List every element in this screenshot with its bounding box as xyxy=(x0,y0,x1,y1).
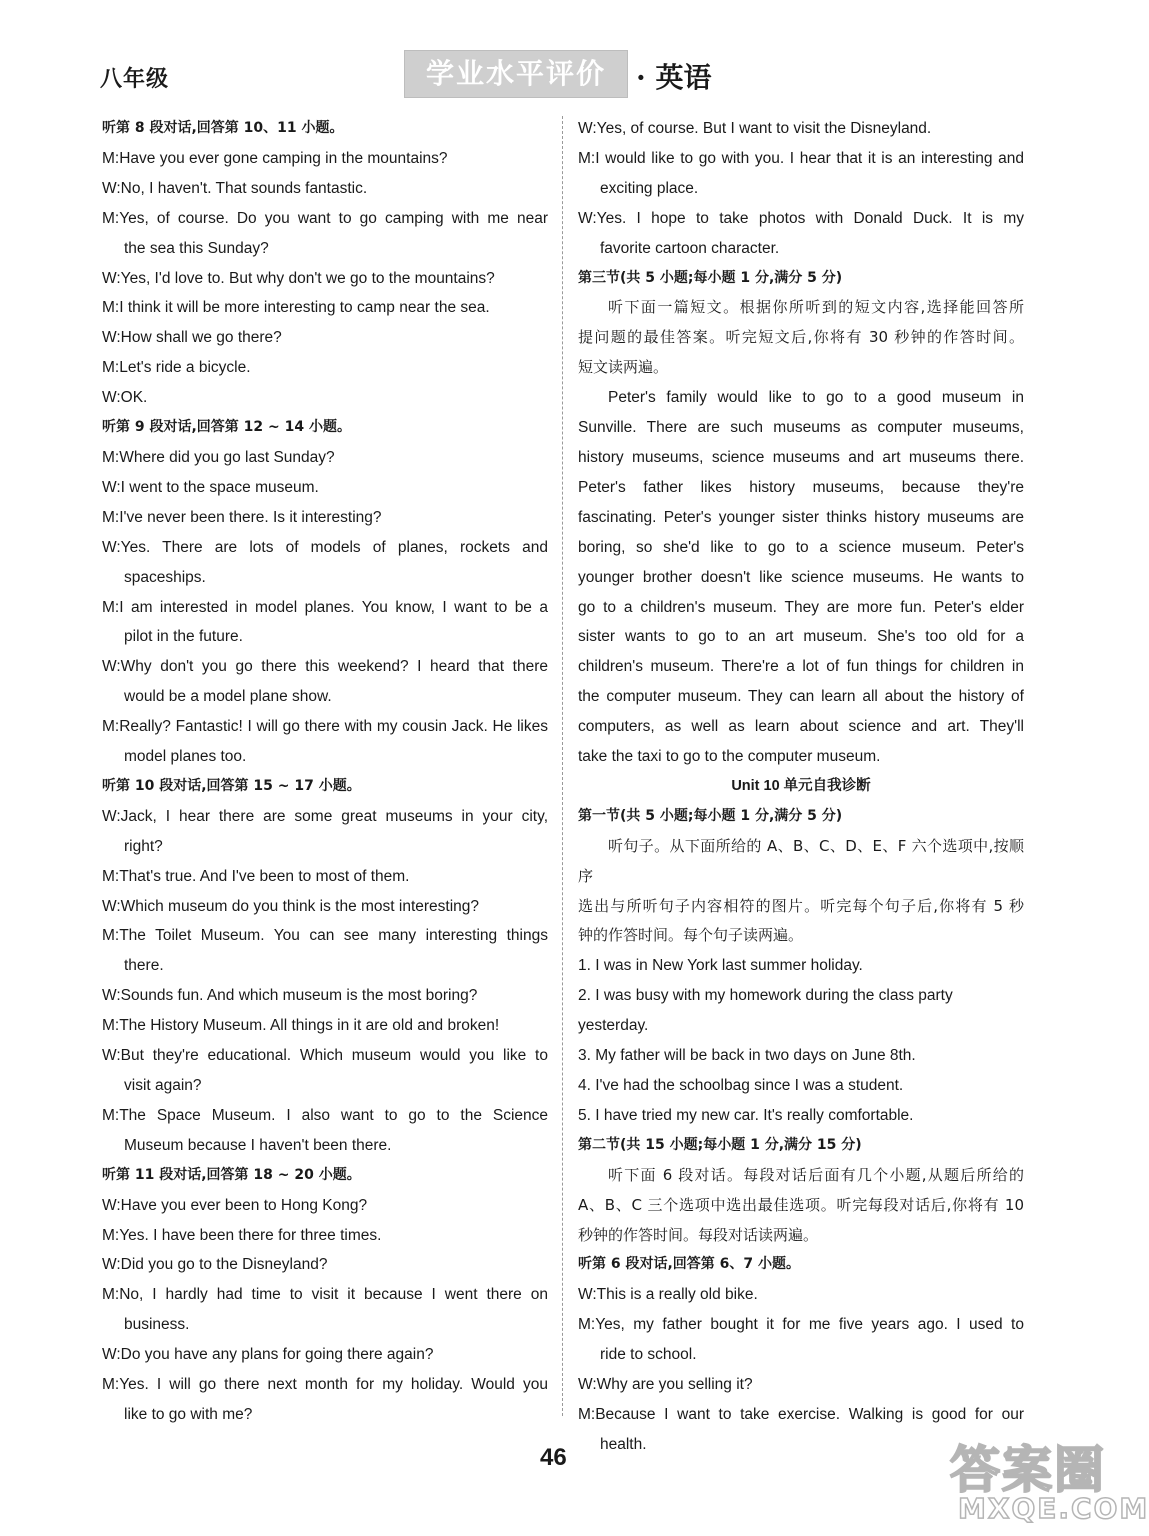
dialogue-line-continued: exciting place. xyxy=(600,179,699,197)
passage-line: Peter's family would like to go to a good museum in xyxy=(608,389,1024,407)
section-heading: 第一节(共 5 小题;每小题 1 分,满分 5 分) xyxy=(578,807,843,824)
dialogue-line: W:But they're educational. Which museum would you like to xyxy=(102,1047,548,1065)
passage-line: younger brother doesn't like science museums. He wants to xyxy=(578,568,1024,586)
text-line: W:This is a really old bike. xyxy=(578,1286,758,1304)
section-heading: 第三节(共 5 小题;每小题 1 分,满分 5 分) xyxy=(578,269,843,286)
text-line: W:Have you ever been to Hong Kong? xyxy=(102,1196,368,1214)
grade-label: 八年级 xyxy=(100,67,170,92)
text-line: M:Have you ever gone camping in the mountains? xyxy=(102,149,448,167)
text-line: 3. My father will be back in two days on June 8th. xyxy=(578,1047,916,1065)
section-heading: 听第 11 段对话,回答第 18 ~ 20 小题。 xyxy=(102,1166,361,1183)
text-line: 2. I was busy with my homework during the class party yesterday. xyxy=(578,987,953,1035)
text-line: M:I think it will be more interesting to camp near the sea. xyxy=(102,299,490,317)
section-heading: 听第 8 段对话,回答第 10、11 小题。 xyxy=(102,120,344,136)
dialogue-line-continued: would be a model plane show. xyxy=(124,688,332,706)
unit-title: Unit 10 单元自我诊断 xyxy=(731,777,871,794)
dialogue-line-continued: pilot in the future. xyxy=(124,628,243,646)
section-heading: 第二节(共 15 小题;每小题 1 分,满分 15 分) xyxy=(578,1136,862,1153)
text-line: M:Let's ride a bicycle. xyxy=(102,359,251,377)
passage-line: history museums, science museums and art museums there. xyxy=(578,448,1024,466)
dialogue-line: M:Yes, my father bought it for me five years ago. I used to xyxy=(578,1316,1024,1334)
text-line: M:Yes. I have been there for three times. xyxy=(102,1226,382,1244)
text-line: M:That's true. And I've been to most of them. xyxy=(102,867,410,885)
passage-line: go to a children's museum. They are more fun. Peter's elder xyxy=(578,598,1024,616)
instruction-line: 短文读两遍。 xyxy=(578,358,669,377)
dialogue-line-continued: model planes too. xyxy=(124,748,247,766)
dialogue-line: M:Because I want to take exercise. Walking is good for our xyxy=(578,1405,1024,1423)
dialogue-line: M:I would like to go with you. I hear that it is an interesting and xyxy=(578,149,1024,167)
section-heading: 听第 10 段对话,回答第 15 ~ 17 小题。 xyxy=(102,777,361,794)
text-line: W:Why are you selling it? xyxy=(578,1376,753,1394)
dialogue-line-continued: Museum because I haven't been there. xyxy=(124,1136,392,1154)
text-line: W:No, I haven't. That sounds fantastic. xyxy=(102,179,368,197)
section-heading: 听第 6 段对话,回答第 6、7 小题。 xyxy=(578,1256,801,1273)
watermark-url: MXQE.COM xyxy=(958,1492,1149,1525)
dialogue-line-continued: ride to school. xyxy=(600,1346,697,1364)
instruction-line: 听下面一篇短文。根据你所听到的短文内容,选择能回答所 xyxy=(608,298,1024,317)
text-line: W:Yes, of course. But I want to visit the Disneyland. xyxy=(578,120,932,137)
dialogue-line: W:Yes. I hope to take photos with Donald Duck. It is my xyxy=(578,209,1024,227)
passage-line: children's museum. There're a lot of fun things for children in xyxy=(578,658,1024,676)
dialogue-line: M:Yes. I will go there next month for my holiday. Would you xyxy=(102,1376,548,1394)
text-line: 5. I have tried my new car. It's really comfortable. xyxy=(578,1106,914,1124)
text-line: W:I went to the space museum. xyxy=(102,478,319,496)
text-line: 1. I was in New York last summer holiday. xyxy=(578,957,863,975)
text-line: W:Which museum do you think is the most interesting? xyxy=(102,897,480,915)
text-line: W:Do you have any plans for going there again? xyxy=(102,1346,434,1364)
instruction-line: 钟的作答时间。每个句子读两遍。 xyxy=(578,926,804,945)
text-line: M:I've never been there. Is it interesting? xyxy=(102,508,382,526)
subject-label: · 英语 xyxy=(636,61,712,94)
dialogue-line-continued: favorite cartoon character. xyxy=(600,239,780,257)
dialogue-line: M:Yes, of course. Do you want to go camping with me near xyxy=(102,209,548,227)
passage-line: boring, so she'd like to go to a science museum. Peter's xyxy=(578,538,1024,556)
passage-line: Sunville. There are such museums as computer museums, xyxy=(578,419,1024,437)
dialogue-line: M:The Toilet Museum. You can see many interesting things xyxy=(102,927,548,945)
passage-line: sister wants to go to an art museum. She's too old for a xyxy=(578,628,1024,646)
dialogue-line: M:No, I hardly had time to visit it because I went there on xyxy=(102,1286,548,1304)
column-divider xyxy=(562,116,563,1416)
dialogue-line: W:Yes. There are lots of models of planes, rockets and xyxy=(102,538,548,556)
instruction-line: 听句子。从下面所给的 A、B、C、D、E、F 六个选项中,按顺序 xyxy=(578,836,1024,885)
section-heading: 听第 9 段对话,回答第 12 ~ 14 小题。 xyxy=(102,419,351,436)
dialogue-line-continued: spaceships. xyxy=(124,568,206,586)
passage-line: fascinating. Peter's younger sister thinks history museums are xyxy=(578,508,1024,526)
dialogue-line: W:Jack, I hear there are some great museums in your city, xyxy=(102,807,548,825)
dialogue-line-continued: right? xyxy=(124,837,163,855)
text-line: 4. I've had the schoolbag since I was a student. xyxy=(578,1077,904,1094)
series-banner: 学业水平评价 xyxy=(404,50,628,98)
page-header xyxy=(0,0,1120,110)
text-line: M:Where did you go last Sunday? xyxy=(102,448,335,466)
passage-line: the computer museum. They can learn all about the history of xyxy=(578,688,1024,706)
instruction-line: 秒钟的作答时间。每段对话读两遍。 xyxy=(578,1225,819,1244)
dialogue-line: M:The Space Museum. I also want to go to the Science xyxy=(102,1106,548,1124)
dialogue-line: M:I am interested in model planes. You know, I want to be a xyxy=(102,598,548,616)
text-line: W:How shall we go there? xyxy=(102,329,282,347)
instruction-line: 提问题的最佳答案。听完短文后,你将有 30 秒钟的作答时间。 xyxy=(578,328,1024,347)
dialogue-line: W:Why don't you go there this weekend? I heard that there xyxy=(102,658,548,676)
dialogue-line-continued: like to go with me? xyxy=(124,1405,253,1423)
dialogue-line-continued: health. xyxy=(600,1435,647,1453)
text-line: W:Yes, I'd love to. But why don't we go to the mountains? xyxy=(102,269,495,287)
passage-line: Peter's father likes history museums, because they're xyxy=(578,478,1024,496)
passage-line: take the taxi to go to the computer museum. xyxy=(578,748,881,766)
instruction-line: 听下面 6 段对话。每段对话后面有几个小题,从题后所给的 xyxy=(608,1165,1024,1184)
instruction-line: A、B、C 三个选项中选出最佳选项。听完每段对话后,你将有 10 xyxy=(578,1195,1024,1214)
text-line: W:Did you go to the Disneyland? xyxy=(102,1256,328,1274)
dialogue-line-continued: there. xyxy=(124,957,164,975)
watermark-logo xyxy=(944,1426,1149,1530)
text-line: W:Sounds fun. And which museum is the most boring? xyxy=(102,987,478,1005)
right-column xyxy=(578,114,1024,1460)
dialogue-line-continued: the sea this Sunday? xyxy=(124,239,269,257)
dialogue-line-continued: business. xyxy=(124,1316,190,1334)
left-column xyxy=(102,114,548,1430)
text-line: W:OK. xyxy=(102,389,148,407)
instruction-line: 选出与所听句子内容相符的图片。听完每个句子后,你将有 5 秒 xyxy=(578,896,1024,915)
watermark-text: 答案圈 xyxy=(950,1441,1106,1499)
page-number: 46 xyxy=(540,1444,567,1471)
passage-line: computers, as well as learn about science and art. They'll xyxy=(578,718,1024,736)
text-line: M:The History Museum. All things in it are old and broken! xyxy=(102,1017,500,1035)
dialogue-line: M:Really? Fantastic! I will go there with my cousin Jack. He likes xyxy=(102,718,548,736)
dialogue-line-continued: visit again? xyxy=(124,1077,202,1094)
